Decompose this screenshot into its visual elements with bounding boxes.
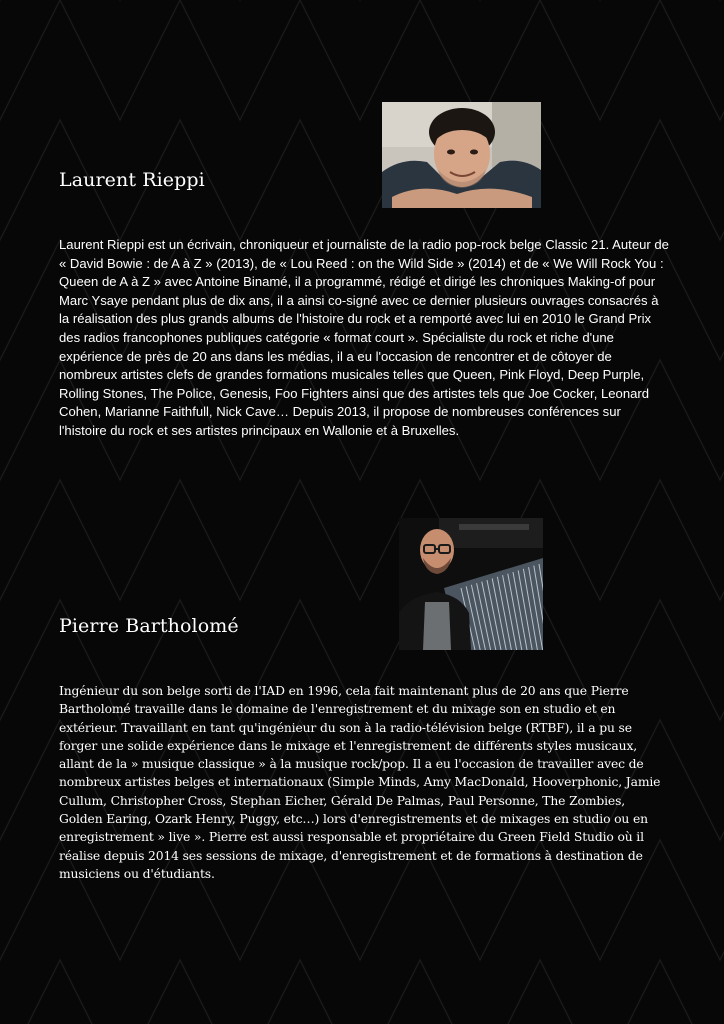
profile-name: Pierre Bartholomé xyxy=(59,615,239,637)
portrait-photo-laurent-rieppi xyxy=(382,102,541,208)
profile-bio: Ingénieur du son belge sorti de l'IAD en 1996, cela fait maintenant plus de 20 ans que Pierre Bartholomé travaille dans le domaine de l'enregistrement et du mixage son en studio et en extérieur. Travaillant en tant qu'ingénieur du son à la radio-télévision belge (RTBF), il a pu se forger une solide expérience dans le mixage et l'enregistrement de différents styles musicaux, allant de la » musique classique » à la musique rock/pop. Il a eu l'occasion de travailler avec de nombreux artistes belges et internationaux (Simple Minds, Amy MacDonald, Hooverphonic, Jamie Cullum, Christopher Cross, Stephan Eicher, Gérald De Palmas, Paul Personne, The Zombies, Golden Earing, Ozark Henry, Puggy, etc…) lors d'enregistrements et de mixages en studio ou en enregistrement » live ». Pierre est aussi responsable et propriétaire du Green Field Studio où il réalise depuis 2014 ses sessions de mixage, d'enregistrement et de formations à destination de musiciens ou d'étudiants. xyxy=(59,684,661,881)
profile-bio: Laurent Rieppi est un écrivain, chroniqueur et journaliste de la radio pop-rock belge Classic 21. Auteur de « David Bowie : de A à Z » (2013), de « Lou Reed : on the Wild Side » (2014) et de « We Will Rock You : Queen de A à Z » avec Antoine Binamé, il a programmé, rédigé et dirigé les chroniques Making-of pour Marc Ysaye pendant plus de dix ans, il a ainsi co-signé avec ce dernier plusieurs ouvrages consacrés à la réalisation des plus grands albums de l'histoire du rock et a remporté avec lui en 2010 le Grand Prix des radios francophones publiques catégorie « format court ». Spécialiste du rock et riche d'une expérience de près de 20 ans dans les médias, il a eu l'occasion de rencontrer et de côtoyer de nombreux artistes clefs de grandes formations musicales telles que Queen, Pink Floyd, Deep Purple, Rolling Stones, The Police, Genesis, Foo Fighters ainsi que des artistes tels que Joe Cocker, Leonard Cohen, Marianne Faithfull, Nick Cave… Depuis 2013, il propose de nombreuses conférences sur l'histoire du rock et ses artistes principaux en Wallonie et à Bruxelles. xyxy=(59,237,669,438)
background-chevron-line xyxy=(0,0,724,120)
profile-name: Laurent Rieppi xyxy=(59,169,205,191)
background-chevron-line xyxy=(0,480,724,600)
background-chevron-line xyxy=(0,960,724,1024)
portrait-photo-pierre-bartholome xyxy=(399,518,543,650)
